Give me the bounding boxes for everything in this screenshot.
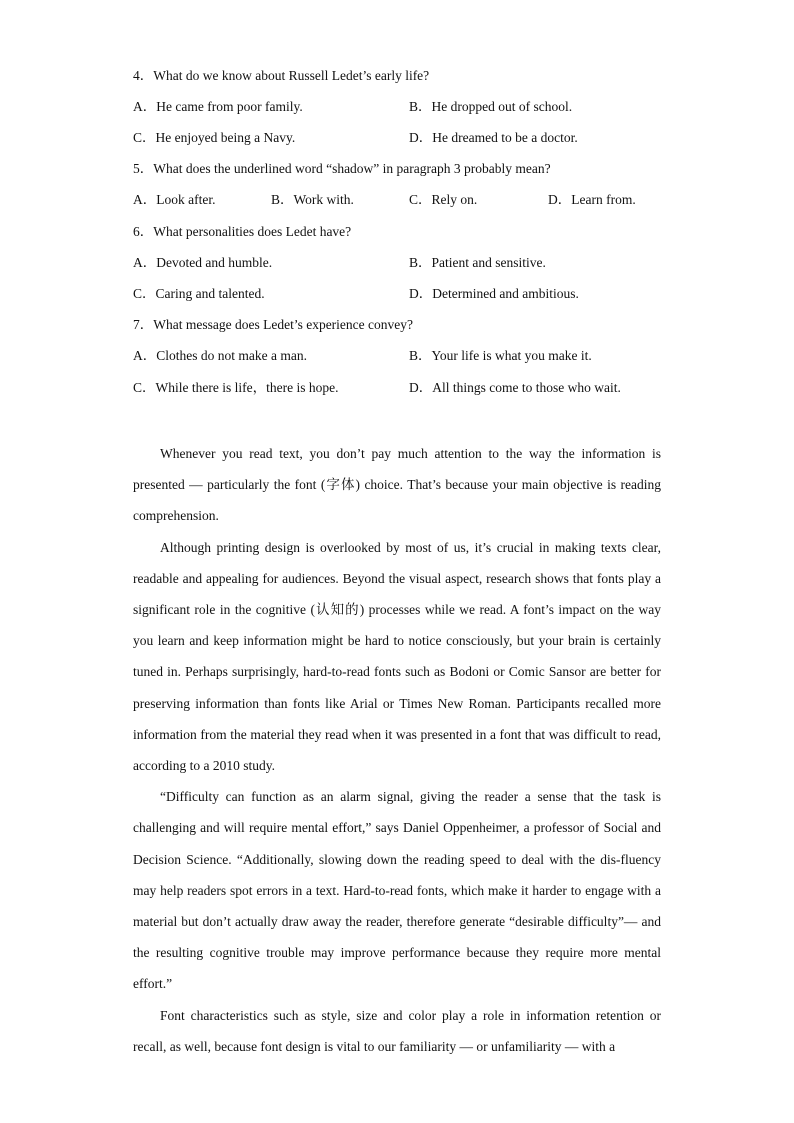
question-6-option-a: A．Devoted and humble.	[133, 255, 273, 270]
question-5-stem: 5．What does the underlined word “shadow” in paragraph 3 probably mean?	[133, 161, 551, 176]
question-7-stem: 7．What message does Ledet’s experience convey?	[133, 317, 414, 332]
question-4-stem: 4．What do we know about Russell Ledet’s early life?	[133, 68, 430, 83]
question-6-option-b: B．Patient and sensitive.	[409, 255, 546, 270]
question-6-option-c: C．Caring and talented.	[133, 286, 265, 301]
question-6-option-d: D．Determined and ambitious.	[409, 286, 579, 301]
passage-paragraph-1: Whenever you read text, you don’t pay much attention to the way the information is presented — particularly the font (字体) choice. That’s because your main objective is reading comprehension.	[133, 446, 661, 524]
question-5-option-d: D．Learn from.	[548, 192, 636, 207]
question-5-option-c: C．Rely on.	[409, 192, 478, 207]
question-5-option-a: A．Look after.	[133, 192, 216, 207]
question-7-option-a: A．Clothes do not make a man.	[133, 348, 307, 363]
passage-paragraph-2: Although printing design is overlooked by most of us, it’s crucial in making texts clear, readable and appealing for audiences. Beyond the visual aspect, research shows that fonts play a significant role in the cognitive (认知的) processes while we read. A font’s impact on the way you learn and keep information might be hard to notice consciously, but your brain is certainly tuned in. Perhaps surprisingly, hard-to-read fonts such as Bodoni or Comic Sansor are better for preserving information than fonts like Arial or Times New Roman. Participants recalled more information from the material they read when it was presented in a font that was difficult to read, according to a 2010 study.	[133, 539, 661, 774]
question-5-option-b: B．Work with.	[271, 192, 354, 207]
question-6-stem: 6．What personalities does Ledet have?	[133, 224, 352, 239]
reading-passage	[133, 438, 661, 1062]
question-7-option-c: C．While there is life，there is hope.	[133, 380, 339, 395]
question-4-option-d: D．He dreamed to be a doctor.	[409, 130, 578, 145]
passage-paragraph-3: “Difficulty can function as an alarm signal, giving the reader a sense that the task is challenging and will require mental effort,” says Daniel Oppenheimer, a professor of Social and Decision Science. “Additionally, slowing down the reading speed to deal with the dis-fluency may help readers spot errors in a text. Hard-to-read fonts, which make it harder to engage with a material but don’t actually draw away the reader, therefore generate “desirable difficulty”— and the resulting cognitive trouble may improve performance because they require more mental effort.”	[133, 789, 661, 992]
question-4-option-b: B．He dropped out of school.	[409, 99, 573, 114]
question-7-option-d: D．All things come to those who wait.	[409, 380, 621, 395]
passage-paragraph-4: Font characteristics such as style, size and color play a role in information retention or recall, as well, because font design is vital to our familiarity — or unfamiliarity — with a	[133, 1007, 661, 1054]
question-4-option-c: C．He enjoyed being a Navy.	[133, 130, 296, 145]
question-7-option-b: B．Your life is what you make it.	[409, 348, 592, 363]
question-4-option-a: A．He came from poor family.	[133, 99, 303, 114]
